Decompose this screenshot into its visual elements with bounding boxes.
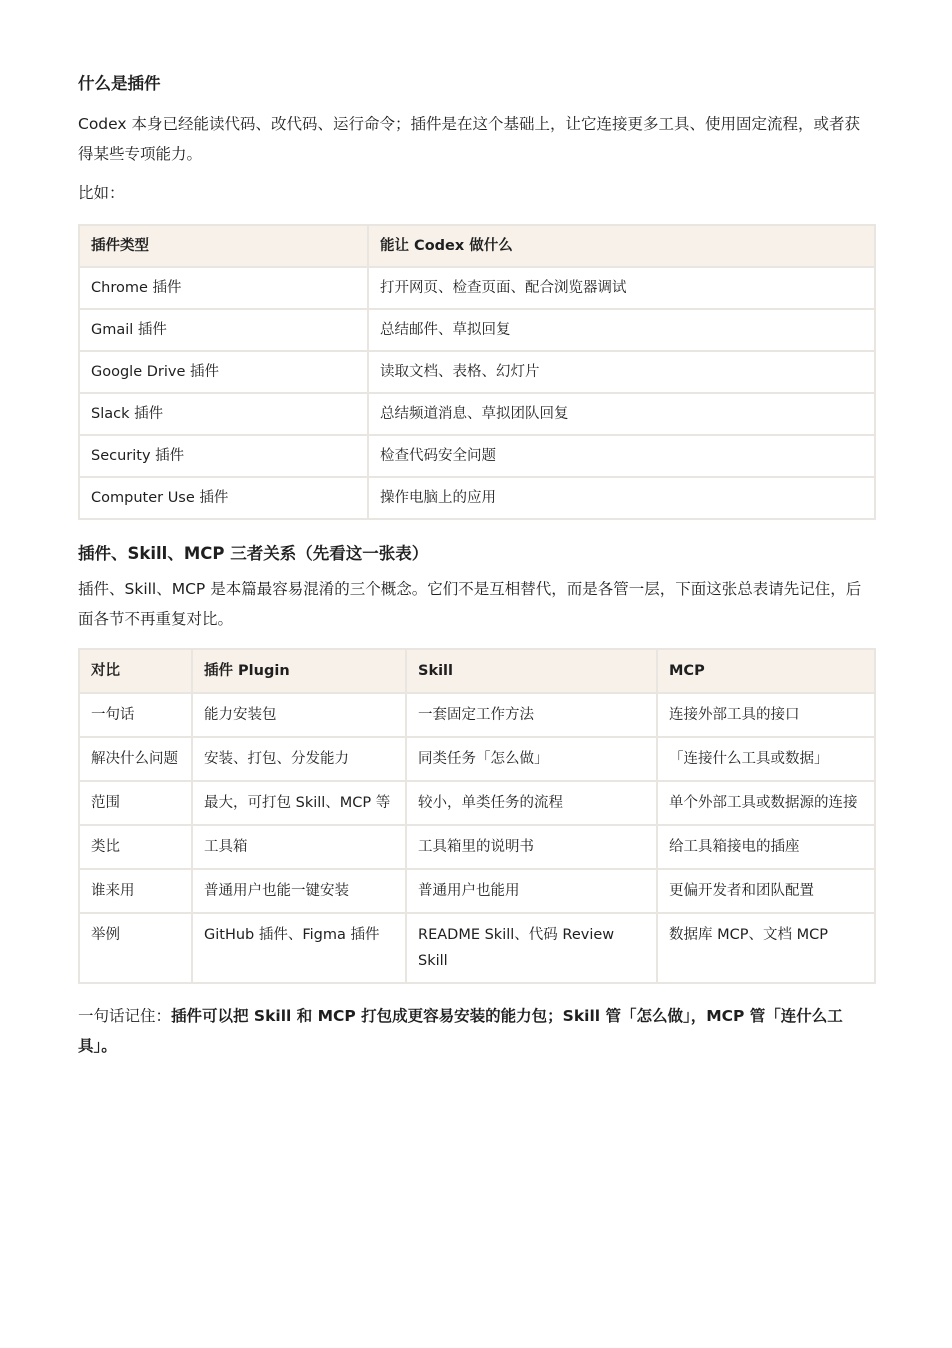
comparison-table <box>78 648 876 984</box>
table-cell: 给工具箱接电的插座 <box>657 825 875 869</box>
table-cell: 同类任务「怎么做」 <box>406 737 657 781</box>
summary-prefix: 一句话记住： <box>78 1007 172 1025</box>
table-cell: 单个外部工具或数据源的连接 <box>657 781 875 825</box>
table-row <box>79 781 875 825</box>
relationship-paragraph: 插件、Skill、MCP 是本篇最容易混淆的三个概念。它们不是互相替代，而是各管一层，下面这张总表请先记住，后面各节不再重复对比。 <box>78 580 862 628</box>
table-cell: Security 插件 <box>79 435 368 477</box>
table-cell: 普通用户也能一键安装 <box>192 869 406 913</box>
example-label: 比如： <box>78 184 125 202</box>
section-heading-relationship: 插件、Skill、MCP 三者关系（先看这一张表） <box>78 544 429 563</box>
table-cell: GitHub 插件、Figma 插件 <box>192 913 406 983</box>
table-row <box>79 737 875 781</box>
table-cell: 「连接什么工具或数据」 <box>657 737 875 781</box>
plugin-types-table <box>78 224 876 520</box>
table-cell: 连接外部工具的接口 <box>657 693 875 737</box>
table-header-cell: Skill <box>406 649 657 693</box>
table-cell: 举例 <box>79 913 192 983</box>
table-row <box>79 477 875 519</box>
table-cell: Slack 插件 <box>79 393 368 435</box>
table-cell: 总结邮件、草拟回复 <box>368 309 875 351</box>
table-cell: 检查代码安全问题 <box>368 435 875 477</box>
table-header-cell: 能让 Codex 做什么 <box>368 225 875 267</box>
table-row <box>79 393 875 435</box>
table-row <box>79 267 875 309</box>
table-cell: README Skill、代码 Review Skill <box>406 913 657 983</box>
table-cell: Google Drive 插件 <box>79 351 368 393</box>
table-cell: 谁来用 <box>79 869 192 913</box>
section-heading-what-is-plugin: 什么是插件 <box>78 74 161 93</box>
table-cell: 解决什么问题 <box>79 737 192 781</box>
table-cell: 读取文档、表格、幻灯片 <box>368 351 875 393</box>
table-row <box>79 309 875 351</box>
table-header-cell: MCP <box>657 649 875 693</box>
table-cell: 范围 <box>79 781 192 825</box>
table-cell: 工具箱里的说明书 <box>406 825 657 869</box>
table-row <box>79 351 875 393</box>
table-header-cell: 插件 Plugin <box>192 649 406 693</box>
table-header-row <box>79 649 875 693</box>
table-cell: 总结频道消息、草拟团队回复 <box>368 393 875 435</box>
table-cell: 更偏开发者和团队配置 <box>657 869 875 913</box>
table-cell: 一句话 <box>79 693 192 737</box>
table-cell: 操作电脑上的应用 <box>368 477 875 519</box>
summary-paragraph <box>78 1001 874 1061</box>
table-row <box>79 435 875 477</box>
table-cell: 类比 <box>79 825 192 869</box>
table-cell: Gmail 插件 <box>79 309 368 351</box>
table-cell: 能力安装包 <box>192 693 406 737</box>
table-row <box>79 869 875 913</box>
table-header-row <box>79 225 875 267</box>
table-header-cell: 对比 <box>79 649 192 693</box>
table-cell: Computer Use 插件 <box>79 477 368 519</box>
table-row <box>79 913 875 983</box>
table-cell: 一套固定工作方法 <box>406 693 657 737</box>
table-cell: 工具箱 <box>192 825 406 869</box>
intro-paragraph: Codex 本身已经能读代码、改代码、运行命令；插件是在这个基础上，让它连接更多工具、使用固定流程，或者获得某些专项能力。 <box>78 115 861 163</box>
table-row <box>79 825 875 869</box>
summary-emphasis: 插件可以把 Skill 和 MCP 打包成更容易安装的能力包；Skill 管「怎么做」，MCP 管「连什么工具」。 <box>78 1007 843 1055</box>
table-cell: Chrome 插件 <box>79 267 368 309</box>
table-row <box>79 693 875 737</box>
table-cell: 安装、打包、分发能力 <box>192 737 406 781</box>
table-header-cell: 插件类型 <box>79 225 368 267</box>
table-cell: 较小，单类任务的流程 <box>406 781 657 825</box>
table-cell: 最大，可打包 Skill、MCP 等 <box>192 781 406 825</box>
table-cell: 数据库 MCP、文档 MCP <box>657 913 875 983</box>
table-cell: 打开网页、检查页面、配合浏览器调试 <box>368 267 875 309</box>
table-cell: 普通用户也能用 <box>406 869 657 913</box>
